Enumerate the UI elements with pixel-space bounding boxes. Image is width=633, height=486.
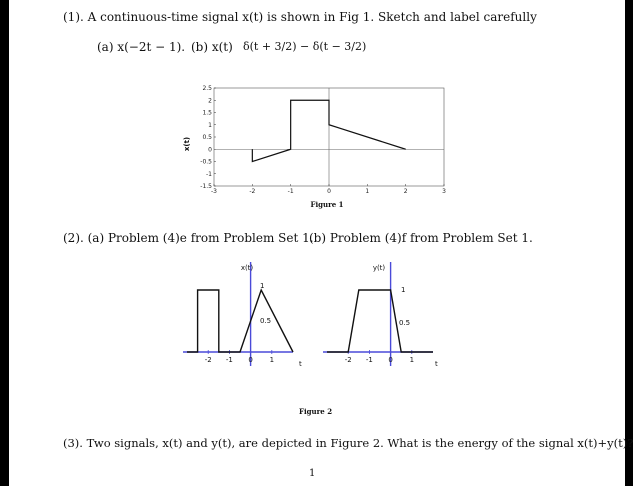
figure2-right-t-label: t	[435, 360, 438, 368]
figure2-caption: Figure 2	[299, 407, 333, 416]
figure1-ytick-label: -0.5	[200, 158, 212, 166]
figure1-ytick-label: 0.5	[202, 134, 212, 141]
page-number: 1	[309, 468, 316, 479]
figure2-left-t-label: t	[299, 360, 302, 368]
figure2-right-peak-label: 1	[401, 286, 406, 294]
figure2-right-plot	[315, 256, 445, 376]
figure1-xtick-label: 2	[403, 188, 408, 195]
figure2-right-xtick-label: 0	[388, 356, 393, 364]
figure2-left-plot	[175, 256, 305, 376]
problem2-text-b: (b) Problem (4)f from Problem Set 1.	[309, 231, 533, 245]
problem1-part-a: (a) x(−2t − 1).	[97, 40, 186, 54]
problem1-text: (1). A continuous-time signal x(t) is shown in Fig 1. Sketch and label carefully	[63, 10, 537, 24]
problem1-part-b-prefix: (b) x(t)	[191, 40, 233, 54]
figure1-ytick-label: 1	[208, 121, 212, 129]
figure2-right-mid-label: 0.5	[399, 319, 411, 327]
figure1-xtick-label: 3	[442, 188, 446, 195]
figure2-right-xtick-label: 1	[409, 356, 415, 364]
figure1-ytick-label: 2	[208, 97, 212, 105]
figure2-left-signal-line	[187, 290, 293, 352]
problem2-text-a: (2). (a) Problem (4)e from Problem Set 1.	[63, 231, 314, 245]
figure1-ytick-label: 1.5	[202, 109, 212, 117]
figure2-left-xtick-label: -2	[204, 356, 212, 364]
figure2-left-xtick-label: -1	[225, 356, 233, 364]
figure2-right-signal-line	[327, 290, 433, 352]
document-page	[9, 0, 633, 486]
figure1-xtick-label: -2	[249, 188, 256, 195]
figure2-right-label: y(t)	[372, 264, 386, 272]
figure2-left-xtick-label: 0	[248, 356, 253, 364]
figure1-xtick-label: 1	[365, 188, 370, 195]
figure2-right-xtick-label: -1	[365, 356, 373, 364]
figure1-ytick-label: -1.5	[200, 183, 212, 190]
figure1-ytick-label: 2.5	[202, 85, 212, 92]
figure1-ytick-label: 0	[208, 146, 212, 154]
figure2-left-mid-label: 0.5	[260, 317, 272, 325]
figure1-plot	[169, 82, 469, 212]
figure2-right-xtick-label: -2	[344, 356, 352, 364]
figure2-left-xtick-label: 1	[269, 356, 275, 364]
figure1-xtick-label: -3	[211, 188, 217, 195]
figure2-left-peak-label: 1	[260, 282, 265, 290]
figure1-xtick-label: -1	[287, 188, 294, 195]
figure1-ylabel: x(t)	[183, 136, 191, 152]
figure1-xtick-label: 0	[327, 188, 331, 195]
figure1-ytick-label: -1	[206, 170, 212, 178]
problem1-part-b-expr: δ(t + 3/2) − δ(t − 3/2)	[243, 40, 367, 53]
figure2-left-label: x(t)	[240, 264, 254, 272]
figure1-caption: Figure 1	[310, 200, 344, 209]
problem3-text: (3). Two signals, x(t) and y(t), are depicted in Figure 2. What is the energy of the signal x(t)+y(t)?	[63, 436, 633, 450]
